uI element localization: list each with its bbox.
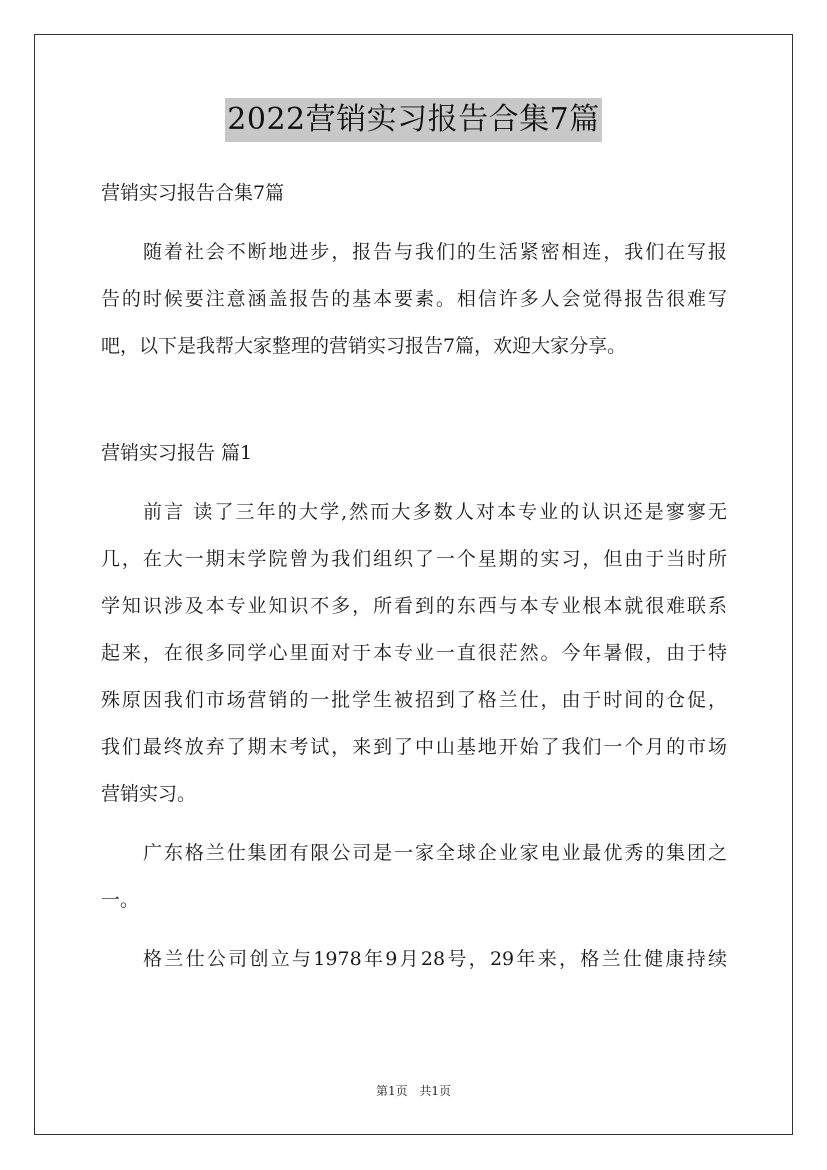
paragraph-line: 我们最终放弃了期末考试，来到了中山基地开始了我们一个月的市场 <box>101 736 727 758</box>
title-block <box>0 98 827 142</box>
paragraph-2 <box>101 830 727 924</box>
paragraph-line: 一。 <box>101 889 140 911</box>
paragraph-line: 营销实习。 <box>101 783 197 805</box>
page-number-current: 第1页 <box>375 1084 408 1098</box>
page-footer <box>0 1082 827 1099</box>
intro-line: 吧，以下是我帮大家整理的营销实习报告7篇，欢迎大家分享。 <box>101 335 627 357</box>
page-number-total: 共1页 <box>419 1084 452 1098</box>
paragraph-line: 几，在大一期末学院曾为我们组织了一个星期的实习，但由于当时所 <box>101 548 727 570</box>
paragraph-line: 广东格兰仕集团有限公司是一家全球企业家电业最优秀的集团之 <box>143 842 727 864</box>
document-body <box>101 170 727 983</box>
paragraph-line: 学知识涉及本专业知识不多，所看到的东西与本专业根本就很难联系 <box>101 595 727 617</box>
section-heading: 营销实习报告 篇1 <box>101 442 253 464</box>
paragraph-3 <box>101 936 727 983</box>
paragraph-line: 殊原因我们市场营销的一批学生被招到了格兰仕，由于时间的仓促， <box>101 689 727 711</box>
intro-paragraph <box>101 229 727 370</box>
paragraph-line: 前言 读了三年的大学,然而大多数人对本专业的认识还是寥寥无 <box>143 501 727 523</box>
document-subtitle: 营销实习报告合集7篇 <box>101 182 285 204</box>
paragraph-1 <box>101 489 727 818</box>
intro-line: 告的时候要注意涵盖报告的基本要素。相信许多人会觉得报告很难写 <box>101 288 727 310</box>
intro-line: 随着社会不断地进步，报告与我们的生活紧密相连，我们在写报 <box>143 241 727 263</box>
paragraph-line: 格兰仕公司创立与1978年9月28号，29年来，格兰仕健康持续 <box>143 948 727 970</box>
paragraph-line: 起来，在很多同学心里面对于本专业一直很茫然。今年暑假，由于特 <box>101 642 727 664</box>
document-title: 2022营销实习报告合集7篇 <box>225 98 601 142</box>
